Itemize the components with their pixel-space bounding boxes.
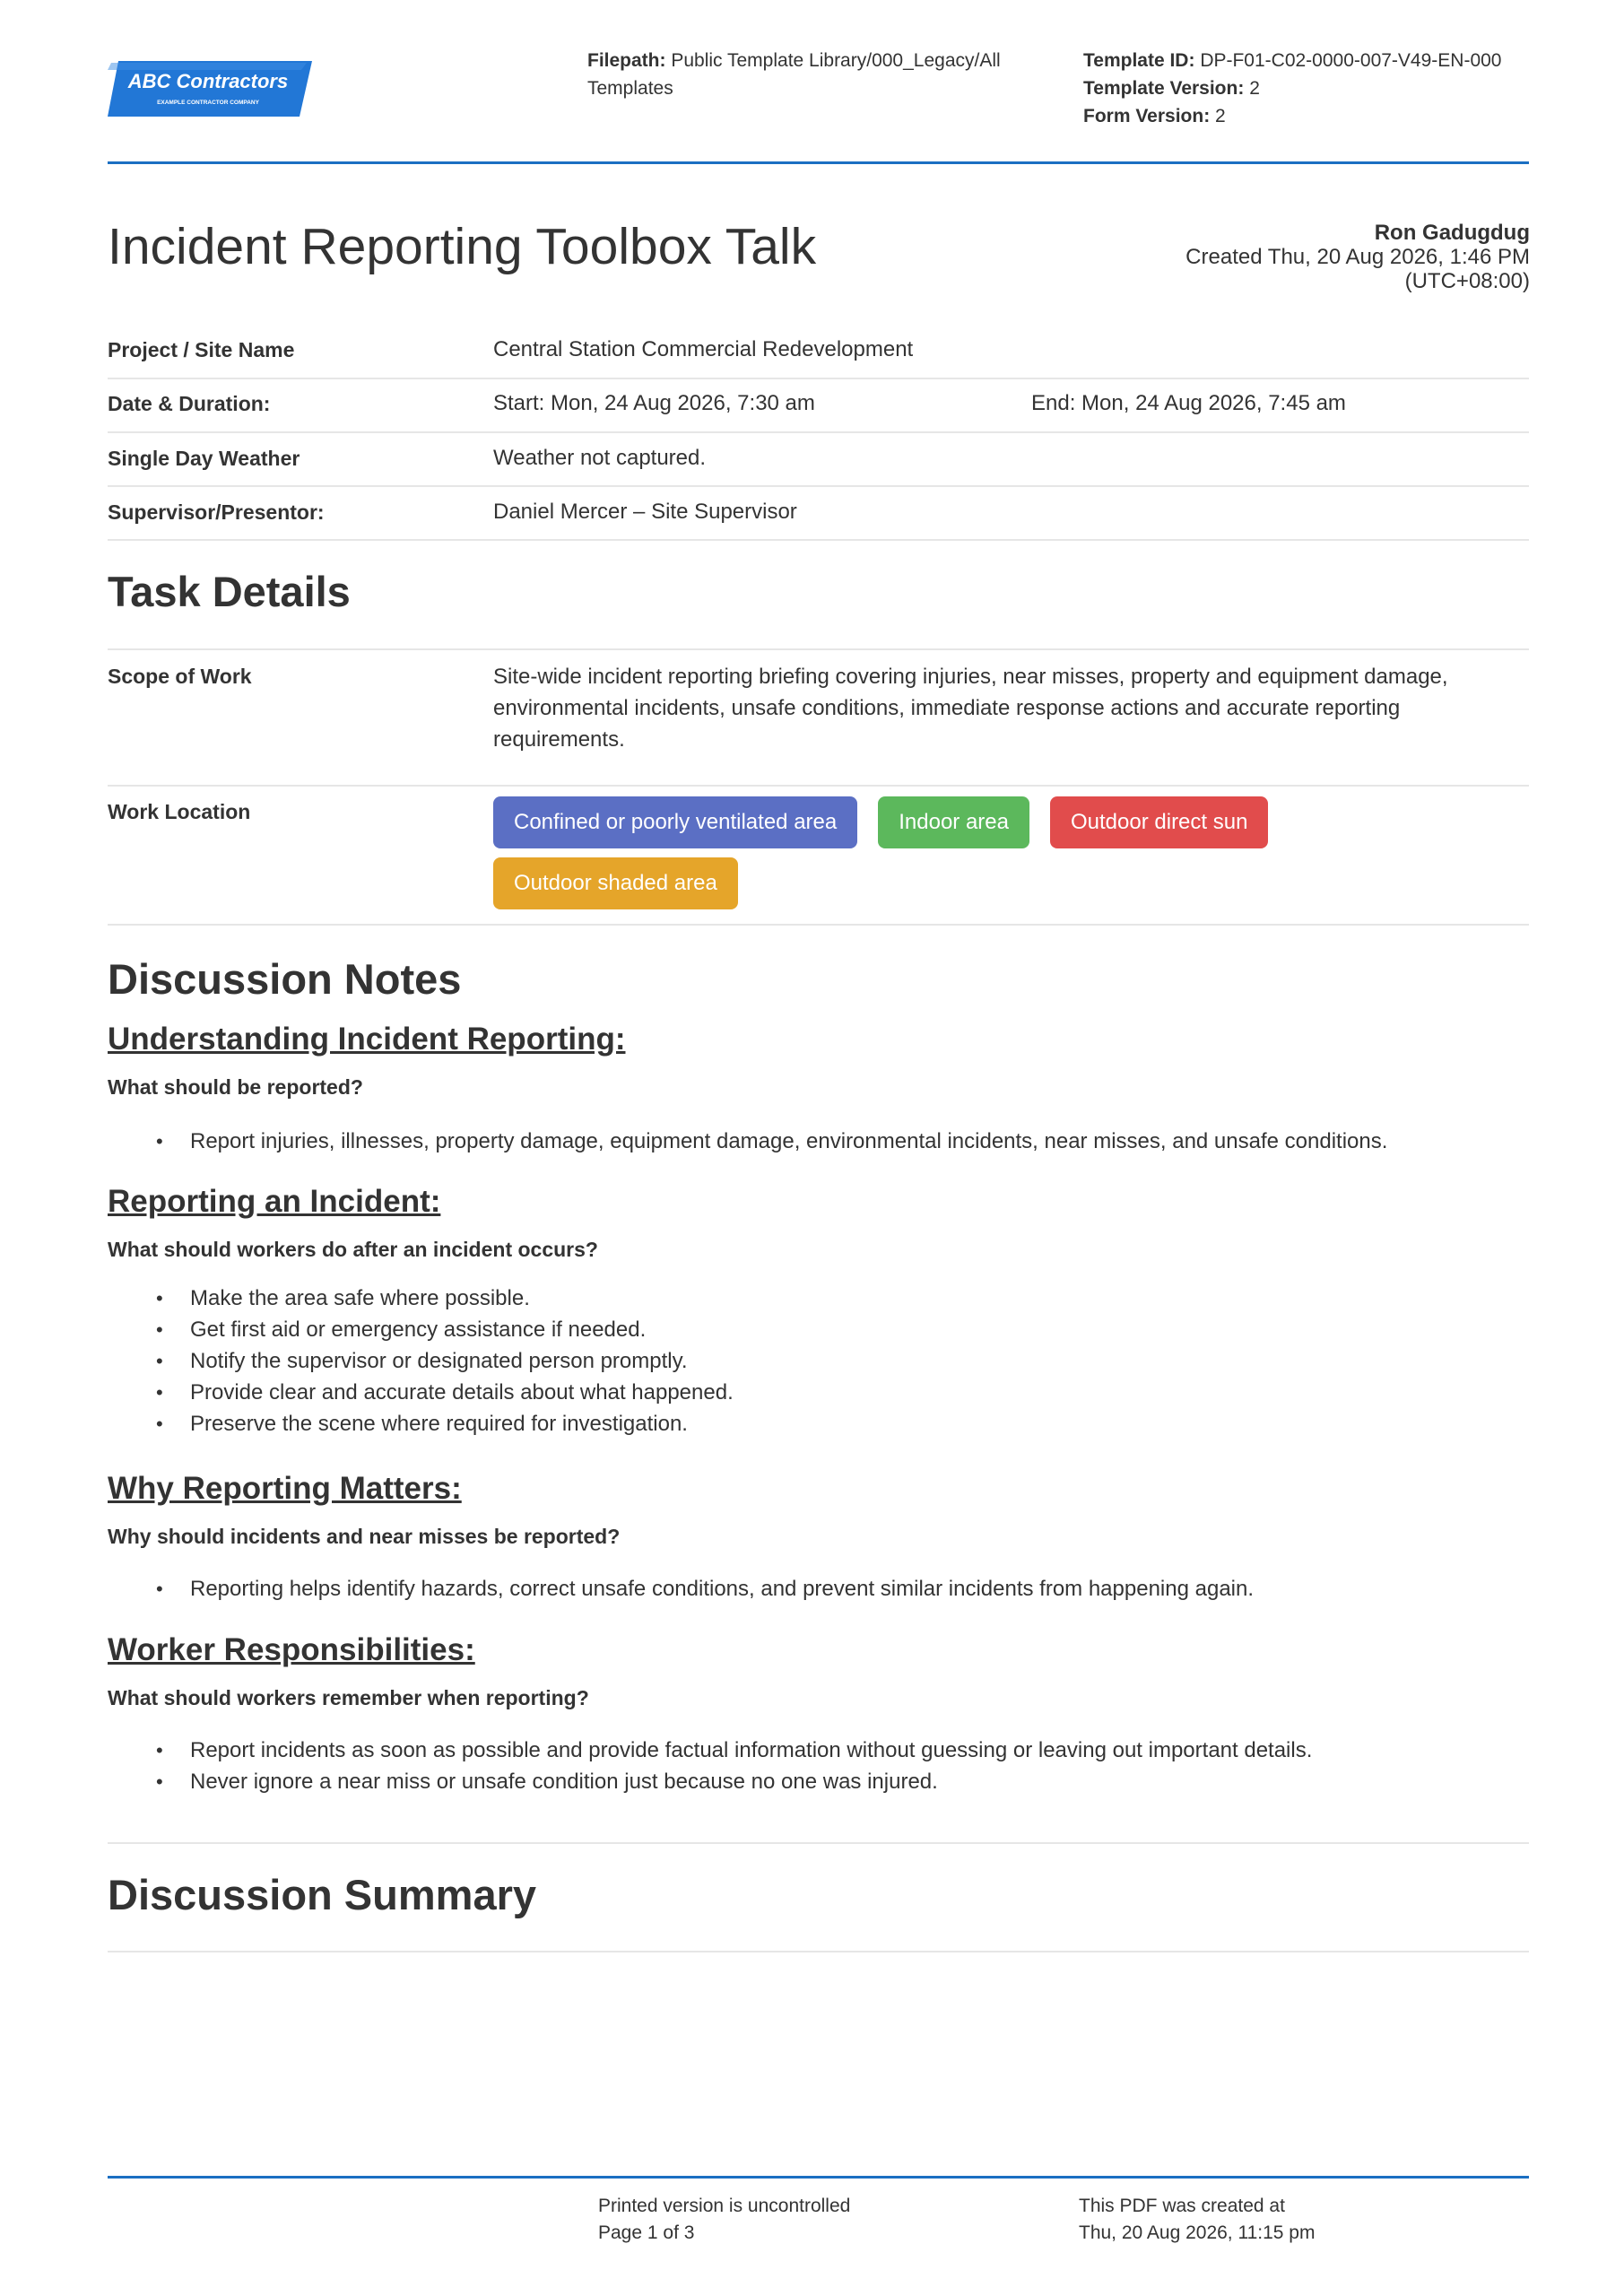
weather-value: Weather not captured. [493,446,707,470]
info-table [108,326,1529,541]
location-tag: Indoor area [878,796,1029,848]
header-divider [108,161,1529,164]
filepath-label: Filepath: [587,50,666,71]
task-table [108,648,1529,926]
date-start: Start: Mon, 24 Aug 2026, 7:30 am [493,391,815,415]
logo-subtext: EXAMPLE CONTRACTOR COMPANY [157,100,259,106]
list-item: • Report incidents as soon as possible and provide factual information without guessing or leaving out important details. [156,1735,1529,1766]
filepath-block [587,47,1036,102]
info-row-project [108,326,1529,379]
section-title: Worker Responsibilities: [108,1632,475,1667]
page-number: Page 1 of 3 [598,2222,695,2243]
location-tags [493,796,1390,909]
section-question: What should workers do after an incident occurs? [108,1238,598,1261]
created-timezone: (UTC+08:00) [1404,269,1530,293]
footer-divider [108,2176,1529,2179]
info-row-supervisor [108,487,1529,541]
logo-text: ABC Contractors [127,70,289,92]
company-logo [108,59,314,118]
form-version-label: Form Version: [1083,106,1211,126]
project-label: Project / Site Name [108,338,295,361]
discussion-section [108,1469,1529,1605]
task-details-heading: Task Details [108,568,351,615]
list-item: • Get first aid or emergency assistance if needed. [156,1314,1529,1345]
list-item: • Provide clear and accurate details about what happened. [156,1377,1529,1408]
location-tag: Outdoor shaded area [493,857,738,909]
section-question: Why should incidents and near misses be reported? [108,1525,621,1548]
task-row-location [108,787,1529,926]
filepath-value: Public Template Library/000_Legacy/All Templates [587,50,1001,99]
bullet-list [156,1573,1529,1605]
list-item: • Preserve the scene where required for investigation. [156,1408,1529,1439]
supervisor-value: Daniel Mercer – Site Supervisor [493,500,797,524]
scope-label: Scope of Work [108,665,252,688]
template-meta-block [1083,47,1550,130]
location-label: Work Location [108,800,251,823]
bullet-list [156,1283,1529,1439]
page-header [0,0,1624,165]
section-title: Understanding Incident Reporting: [108,1022,626,1057]
discussion-notes-heading: Discussion Notes [108,955,462,1003]
info-row-date [108,379,1529,433]
template-version-label: Template Version: [1083,78,1245,99]
created-date: Created Thu, 20 Aug 2026, 1:46 PM [1185,245,1530,269]
scope-value: Site-wide incident reporting briefing covering injuries, near misses, property and equipment damage, environmental incidents, unsafe conditions, immediate response actions and accurate reporting requirements. [493,665,1448,752]
list-item: • Reporting helps identify hazards, correct unsafe conditions, and prevent similar incidents from happening again. [156,1573,1529,1605]
list-item: • Notify the supervisor or designated person promptly. [156,1345,1529,1377]
discussion-section [108,1631,1529,1797]
discussion-summary-heading: Discussion Summary [108,1871,537,1918]
location-tag: Outdoor direct sun [1050,796,1268,848]
list-item: • Report injuries, illnesses, property damage, equipment damage, environmental incidents, near misses, and unsafe conditions. [156,1126,1529,1157]
task-row-scope [108,648,1529,787]
summary-divider [108,1951,1529,1952]
date-end: End: Mon, 24 Aug 2026, 7:45 am [1031,391,1346,415]
section-question: What should workers remember when reporting? [108,1686,589,1709]
supervisor-label: Supervisor/Presentor: [108,500,325,524]
project-value: Central Station Commercial Redevelopment [493,337,914,361]
template-id-value: DP-F01-C02-0000-007-V49-EN-000 [1200,50,1502,71]
discussion-section [108,1182,1529,1439]
uncontrolled-notice: Printed version is uncontrolled [598,2196,851,2216]
section-title: Why Reporting Matters: [108,1471,462,1506]
info-row-weather [108,433,1529,487]
template-version-value: 2 [1249,78,1260,99]
pdf-created-label: This PDF was created at [1079,2196,1285,2216]
author-name: Ron Gadugdug [1374,221,1530,245]
date-label: Date & Duration: [108,392,271,415]
page-title: Incident Reporting Toolbox Talk [108,218,817,275]
list-item: • Never ignore a near miss or unsafe condition just because no one was injured. [156,1766,1529,1797]
template-id-label: Template ID: [1083,50,1195,71]
section-question: What should be reported? [108,1075,363,1099]
bullet-list [156,1735,1529,1797]
location-tag: Confined or poorly ventilated area [493,796,857,848]
pdf-created-value: Thu, 20 Aug 2026, 11:15 pm [1079,2222,1316,2243]
section-divider [108,1842,1529,1844]
footer-created-info [1079,2193,1315,2247]
weather-label: Single Day Weather [108,447,300,470]
form-version-value: 2 [1215,106,1226,126]
bullet-list [156,1126,1529,1157]
author-block [1185,221,1530,293]
discussion-section [108,1020,1529,1157]
list-item: • Make the area safe where possible. [156,1283,1529,1314]
section-title: Reporting an Incident: [108,1184,441,1219]
footer-print-info [598,2193,850,2247]
